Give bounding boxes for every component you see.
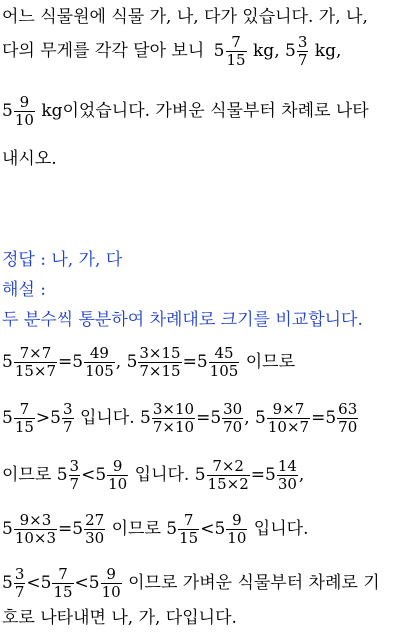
fraction: $\frac{7}{15}$ bbox=[14, 400, 34, 436]
fraction: $\frac{30}{70}$ bbox=[223, 400, 243, 436]
fraction: $\frac{3}{7}$ bbox=[63, 400, 73, 436]
fraction: $\frac{9}{10}$ bbox=[108, 457, 128, 493]
fraction: $\frac{3\times 15}{7\times 15}$ bbox=[139, 344, 181, 380]
problem-line-3: 5 $\frac{9}{10}$ kg이었습니다. 가벼운 식물부터 차례로 나타 bbox=[2, 93, 369, 129]
fraction: $\frac{9}{10}$ bbox=[227, 511, 247, 547]
answer-line: 정답 : 나, 가, 다 bbox=[2, 250, 123, 270]
fraction: $\frac{9}{10}$ bbox=[101, 565, 121, 601]
fraction: $\frac{3}{7}$ bbox=[14, 565, 25, 601]
fraction: $\frac{7\times 2}{15\times 2}$ bbox=[207, 457, 249, 493]
fraction-c: $\frac{9}{10}$ bbox=[14, 93, 34, 129]
fraction: $\frac{7}{15}$ bbox=[179, 511, 199, 547]
solution-line-6: 호로 나타내면 나, 가, 다입니다. bbox=[2, 608, 237, 628]
problem-line-1: 어느 식물원에 식물 가, 나, 다가 있습니다. 가, 나, bbox=[2, 7, 368, 27]
problem-line-4: 내시오. bbox=[2, 149, 57, 169]
fraction: $\frac{3}{7}$ bbox=[69, 457, 80, 493]
fraction: $\frac{45}{105}$ bbox=[209, 344, 239, 380]
solution-line-1: 5 $\frac{7\times 7}{15\times 7}$ =5 $\frac{49}{105}$ , 5 $\frac{3\times 15}{7\times 15}$ =5 $\frac{45}{105}$ 이므로 bbox=[2, 344, 295, 380]
fraction-b: $\frac{3}{7}$ bbox=[297, 33, 308, 69]
fraction: $\frac{63}{70}$ bbox=[338, 400, 358, 436]
fraction: $\frac{14}{30}$ bbox=[277, 457, 297, 493]
fraction: $\frac{9\times 3}{10\times 3}$ bbox=[14, 511, 57, 547]
solution-line-2: 5 $\frac{7}{15}$ >5 $\frac{3}{7}$ 입니다. 5 $\frac{3\times 10}{7\times 10}$ =5 $\frac{30}{70}$ , 5 $\frac{9\times 7}{10\times 7}$ =5 $\frac{63}{70}$ bbox=[2, 400, 358, 436]
explanation-intro: 두 분수씩 통분하여 차례대로 크기를 비교합니다. bbox=[2, 310, 363, 330]
solution-line-3: 이므로 5 $\frac{3}{7}$ <5 $\frac{9}{10}$ 입니다. 5 $\frac{7\times 2}{15\times 2}$ =5 $\frac{14}{30}$ , bbox=[2, 457, 305, 493]
fraction: $\frac{7\times 7}{15\times 7}$ bbox=[14, 344, 57, 380]
solution-line-4: 5 $\frac{9\times 3}{10\times 3}$ =5 $\frac{27}{30}$ 이므로 5 $\frac{7}{15}$ <5 $\frac{9}{10}$ 입니다. bbox=[2, 511, 309, 547]
fraction: $\frac{49}{105}$ bbox=[85, 344, 114, 380]
fraction: $\frac{9\times 7}{10\times 7}$ bbox=[267, 400, 310, 436]
solution-line-5: 5 $\frac{3}{7}$ <5 $\frac{7}{15}$ <5 $\frac{9}{10}$ 이므로 가벼운 식물부터 차례로 기 bbox=[2, 565, 380, 601]
fraction-a: $\frac{7}{15}$ bbox=[226, 33, 246, 69]
problem-line-2: 다의 무게를 각각 달아 보니 5 $\frac{7}{15}$ kg, 5 $\frac{3}{7}$ kg, bbox=[2, 33, 342, 69]
fraction: $\frac{7}{15}$ bbox=[53, 565, 73, 601]
fraction: $\frac{3\times 10}{7\times 10}$ bbox=[152, 400, 195, 436]
fraction: $\frac{27}{30}$ bbox=[85, 511, 105, 547]
explanation-label: 해설 : bbox=[2, 280, 46, 300]
